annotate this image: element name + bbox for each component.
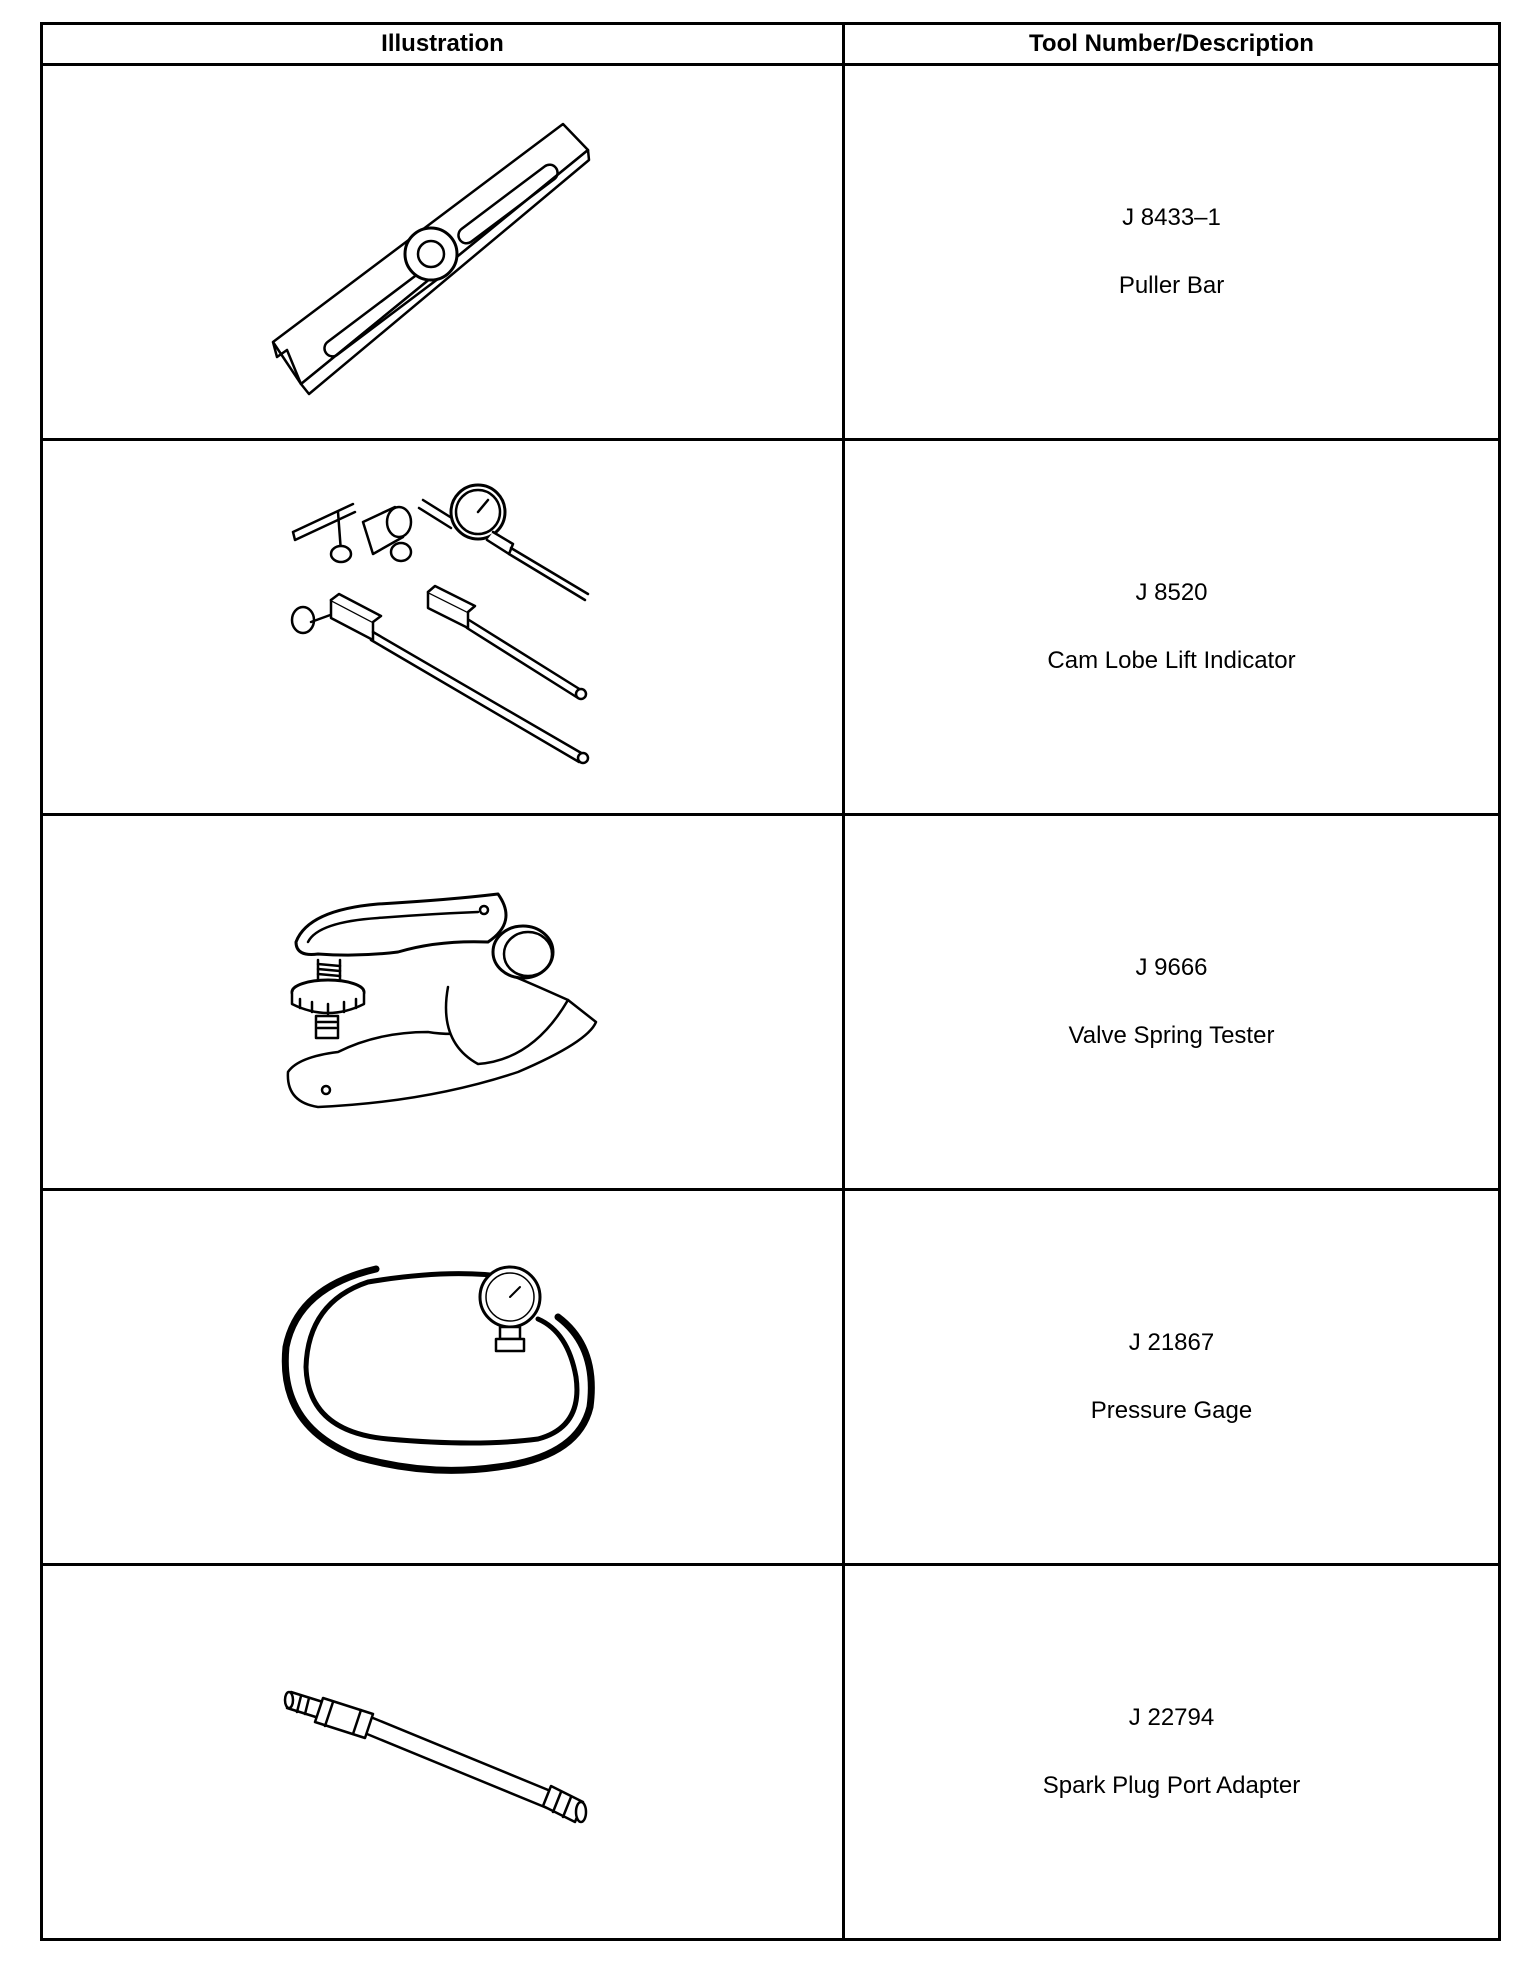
tool-name: Pressure Gage [1090, 1397, 1253, 1424]
puller-bar-icon [263, 102, 623, 402]
table-row [42, 65, 1500, 440]
description-cell [844, 1190, 1500, 1565]
illustration-header: Illustration [42, 24, 844, 65]
tool-number: J 21867 [1128, 1329, 1215, 1356]
tool-name: Puller Bar [1118, 272, 1225, 299]
table-row [42, 1565, 1500, 1940]
tool-name: Spark Plug Port Adapter [1042, 1772, 1301, 1799]
table-row [42, 815, 1500, 1190]
illustration-cell [42, 1565, 844, 1940]
tool-number: J 8433–1 [1122, 204, 1221, 231]
description-cell [844, 1565, 1500, 1940]
pressure-gage-icon [278, 1257, 608, 1497]
valve-spring-tester-icon [278, 882, 608, 1122]
tool-name: Cam Lobe Lift Indicator [1047, 647, 1296, 674]
tool-name: Valve Spring Tester [1068, 1022, 1275, 1049]
table-row [42, 1190, 1500, 1565]
header-row [42, 24, 1500, 65]
illustration-cell [42, 815, 844, 1190]
dial-indicator-icon [283, 482, 603, 772]
tool-number: J 22794 [1128, 1704, 1215, 1731]
spark-plug-adapter-icon [283, 1672, 603, 1832]
illustration-cell [42, 440, 844, 815]
table-row [42, 440, 1500, 815]
description-cell [844, 65, 1500, 440]
illustration-cell [42, 65, 844, 440]
tool-header: Tool Number/Description [844, 24, 1500, 65]
tool-number: J 9666 [1135, 954, 1208, 981]
illustration-cell [42, 1190, 844, 1565]
tool-number: J 8520 [1135, 579, 1208, 606]
description-cell [844, 815, 1500, 1190]
description-cell [844, 440, 1500, 815]
special-tools-table [40, 22, 1501, 1941]
